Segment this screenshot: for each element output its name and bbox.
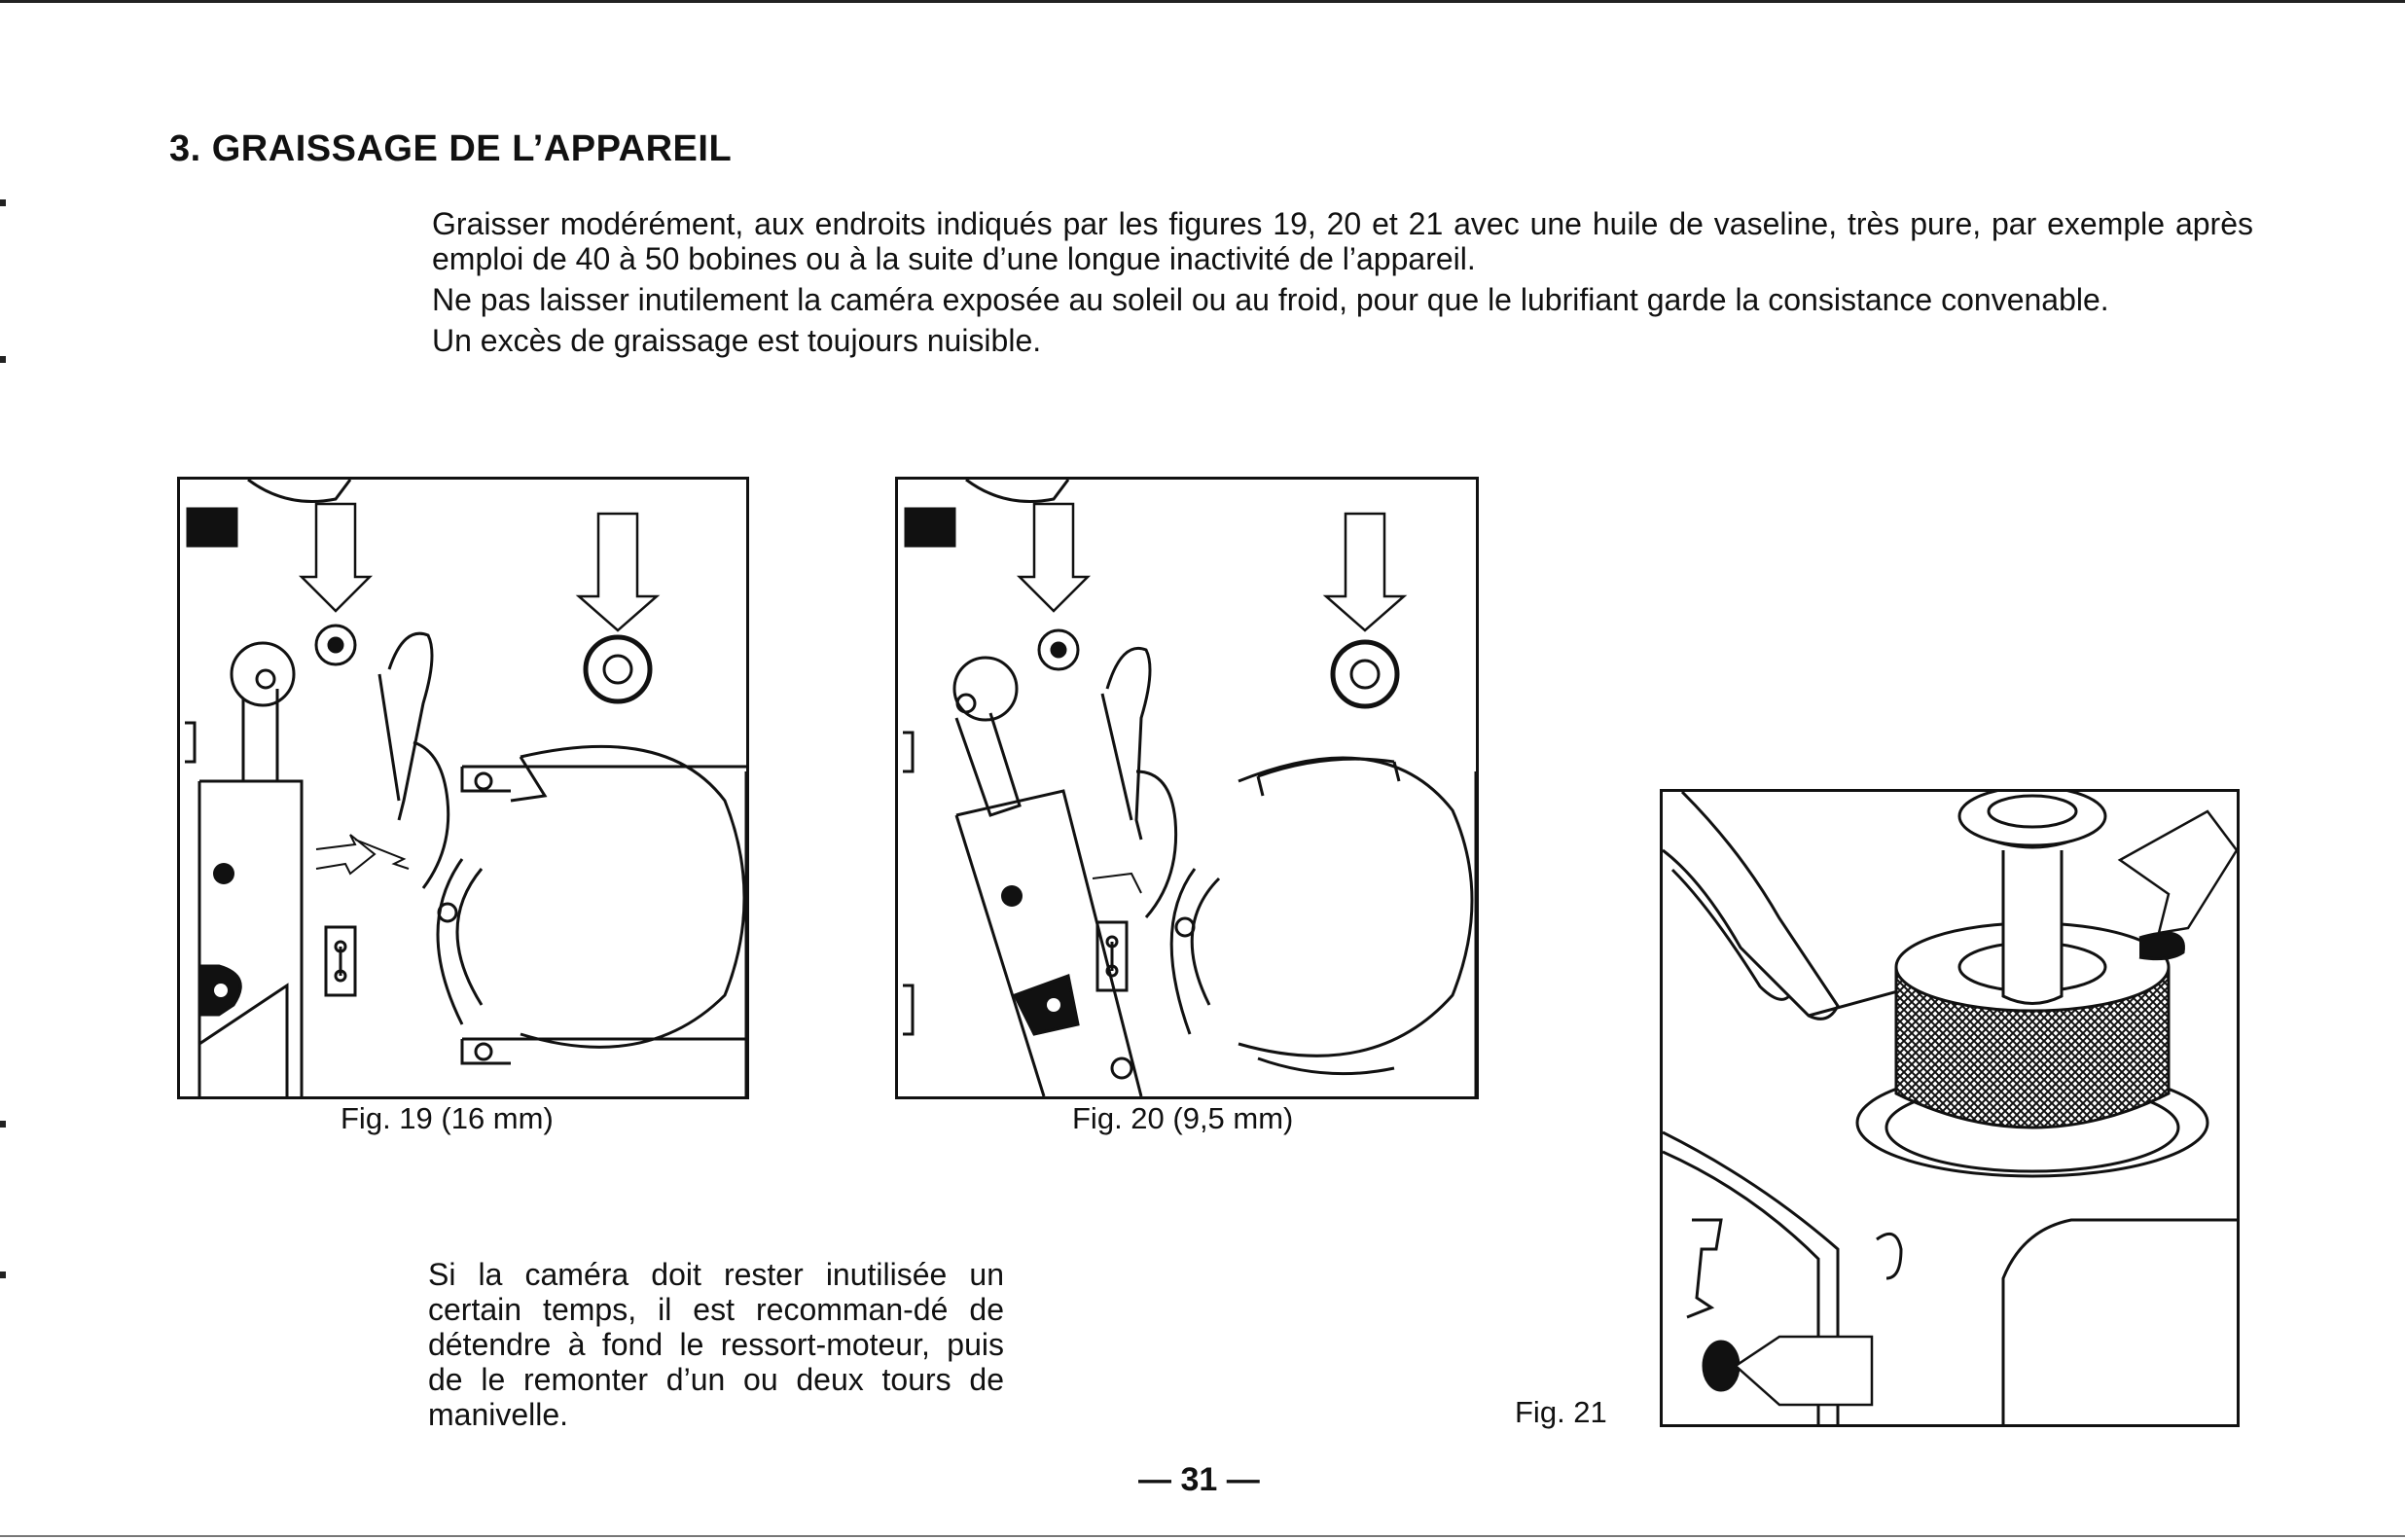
intro-text [432, 206, 2253, 364]
figure-19-illustration [177, 477, 749, 1099]
bottom-rule [0, 1535, 2405, 1537]
edge-mark [0, 199, 6, 206]
camera-winding-key-drawing [1663, 792, 2237, 1424]
edge-mark [0, 1121, 6, 1128]
camera-mechanism-16mm-drawing [180, 480, 746, 1096]
intro-paragraph-2: Ne pas laisser inutilement la caméra exposée au soleil ou au froid, pour que le lubrifiant garde la consistance convenable. [432, 282, 2109, 317]
section-heading: 3. GRAISSAGE DE L’APPAREIL [169, 128, 733, 169]
figure-21-illustration [1660, 789, 2240, 1427]
edge-mark [0, 1271, 6, 1278]
page-number: — 31 — [1138, 1461, 1260, 1498]
figure-20-illustration [895, 477, 1479, 1099]
top-rule [0, 0, 2405, 3]
figure-20-caption: Fig. 20 (9,5 mm) [1072, 1101, 1294, 1135]
figure-19-caption: Fig. 19 (16 mm) [341, 1101, 554, 1135]
figure-21-caption: Fig. 21 [1515, 1395, 1607, 1429]
storage-note-text: Si la caméra doit rester inutilisée un certain temps, il est recomman-dé de détendre à fond le ressort-moteur, puis de le remonter d’un ou deux tours de manivelle. [428, 1257, 1004, 1432]
storage-note [428, 1257, 1004, 1432]
camera-mechanism-9-5mm-drawing [898, 480, 1476, 1096]
edge-mark [0, 356, 6, 363]
intro-paragraph-1: Graisser modérément, aux endroits indiqués par les figures 19, 20 et 21 avec une huile de vaseline, très pure, par exemple après emploi de 40 à 50 bobines ou à la suite d’une longue inactivité de l’appareil. [432, 206, 2253, 276]
intro-paragraph-3: Un excès de graissage est toujours nuisible. [432, 323, 1042, 358]
